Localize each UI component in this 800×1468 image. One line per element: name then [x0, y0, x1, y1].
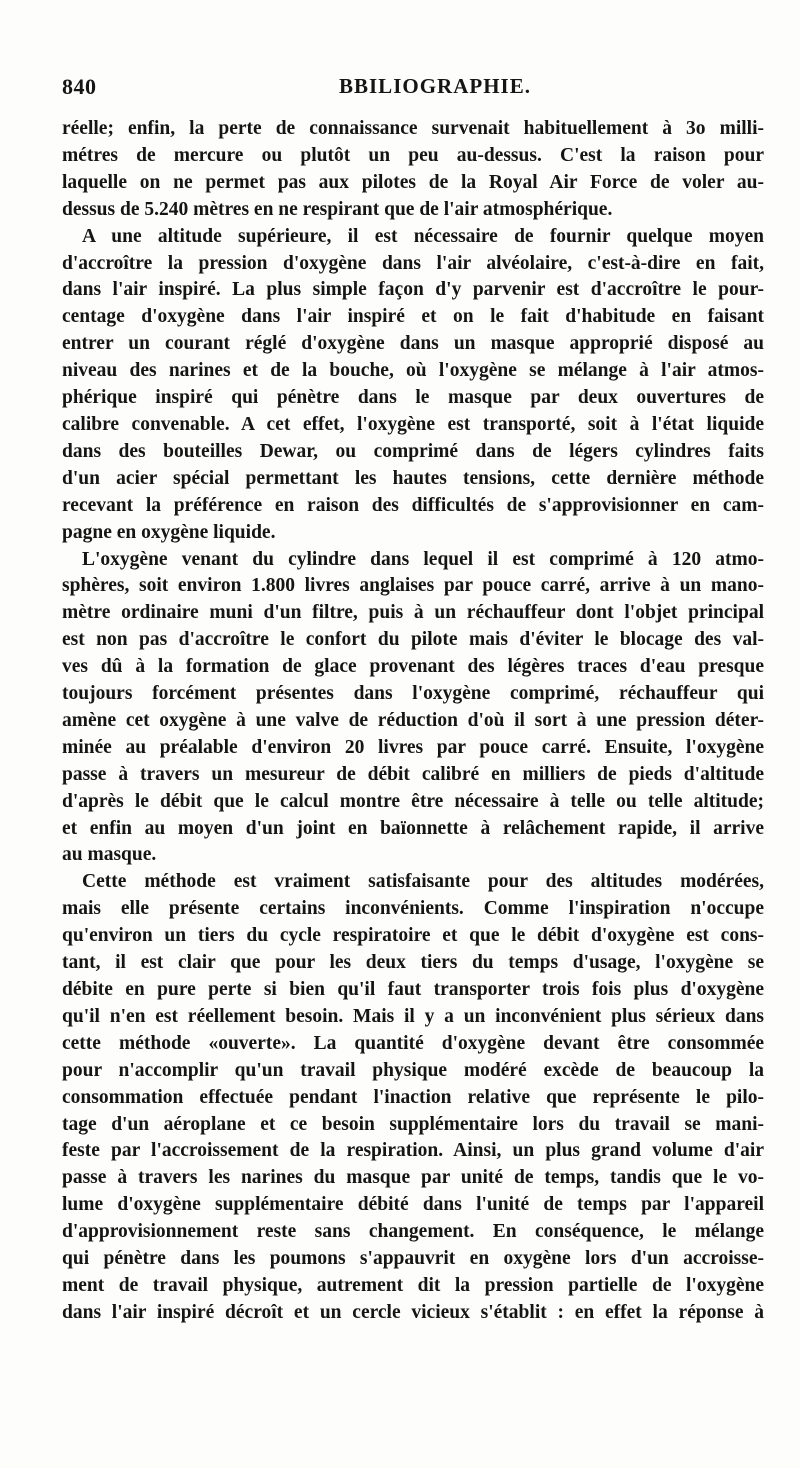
text-line: minée au préalable d'environ 20 livres par pouce carré. Ensuite, l'oxygène: [62, 736, 764, 758]
text-line: passe à travers un mesureur de débit calibré en milliers de pieds d'altitude: [62, 763, 764, 785]
text-line: métres de mercure ou plutôt un peu au-dessus. C'est la raison pour: [62, 144, 764, 166]
text-line: est non pas d'accroître le confort du pilote mais d'éviter le blocage des val-: [62, 629, 764, 651]
text-line: qu'environ un tiers du cycle respiratoire et que le débit d'oxygène est cons-: [62, 925, 764, 947]
text-line: ment de travail physique, autrement dit la pression partielle de l'oxygène: [62, 1274, 764, 1296]
text-line: entrer un courant réglé d'oxygène dans un masque approprié disposé au: [62, 333, 764, 355]
paragraph-3: [62, 547, 764, 870]
paragraph-2: [62, 224, 764, 547]
text-line: dans l'air inspiré décroît et un cercle vicieux s'établit : en effet la réponse à: [62, 1301, 764, 1323]
text-line: d'après le débit que le calcul montre être nécessaire à telle ou telle altitude;: [62, 790, 764, 812]
running-title: BBILIOGRAPHIE.: [339, 74, 531, 98]
text-line: d'accroître la pression d'oxygène dans l'air alvéolaire, c'est-à-dire en fait,: [62, 252, 764, 274]
paragraph-1: [62, 116, 764, 224]
text-line: mais elle présente certains inconvénients. Comme l'inspiration n'occupe: [62, 898, 764, 920]
text-line: consommation effectuée pendant l'inaction relative que représente le pilo-: [62, 1086, 764, 1108]
text-line: passe à travers les narines du masque par unité de temps, tandis que le vo-: [62, 1167, 764, 1189]
text-line: d'approvisionnement reste sans changement. En conséquence, le mélange: [62, 1221, 764, 1243]
text-line: pagne en oxygène liquide.: [62, 521, 276, 543]
text-line: phérique inspiré qui pénètre dans le masque par deux ouvertures de: [62, 387, 764, 409]
text-line: feste par l'accroissement de la respiration. Ainsi, un plus grand volume d'air: [62, 1140, 764, 1162]
text-line: amène cet oxygène à une valve de réduction d'où il sort à une pression déter-: [62, 709, 764, 731]
text-line: recevant la préférence en raison des difficultés de s'approvisionner en cam-: [62, 494, 764, 516]
text-line: laquelle on ne permet pas aux pilotes de la Royal Air Force de voler au-: [62, 171, 764, 193]
text-line: mètre ordinaire muni d'un filtre, puis à un réchauffeur dont l'objet principal: [62, 602, 764, 624]
text-line: réelle; enfin, la perte de connaissance survenait habituellement à 3o milli-: [62, 118, 764, 139]
text-line: toujours forcément présentes dans l'oxygène comprimé, réchauffeur qui: [62, 683, 764, 705]
text-line: qui pénètre dans les poumons s'appauvrit en oxygène lors d'un accroisse-: [62, 1248, 764, 1270]
text-line: ves dû à la formation de glace provenant des légères traces d'eau presque: [62, 656, 764, 678]
text-line: pour n'accomplir qu'un travail physique modéré excède de beaucoup la: [62, 1059, 764, 1081]
text-line: dessus de 5.240 mètres en ne respirant que de l'air atmosphérique.: [62, 198, 613, 220]
text-line: débite en pure perte si bien qu'il faut transporter trois fois plus d'oxygène: [62, 979, 764, 1000]
text-line: L'oxygène venant du cylindre dans lequel il est comprimé à 120 atmo-: [82, 548, 764, 570]
text-line: tage d'un aéroplane et ce besoin supplémentaire lors du travail se mani-: [62, 1113, 764, 1135]
text-line: sphères, soit environ 1.800 livres anglaises par pouce carré, arrive à un mano-: [62, 575, 764, 597]
text-line: calibre convenable. A cet effet, l'oxygène est transporté, soit à l'état liquide: [62, 413, 764, 435]
text-line: tant, il est clair que pour les deux tiers du temps d'usage, l'oxygène se: [62, 952, 764, 974]
body-text: [62, 116, 764, 1327]
page-number: 840: [62, 74, 97, 99]
running-head: [62, 74, 764, 104]
text-line: A une altitude supérieure, il est nécessaire de fournir quelque moyen: [82, 225, 764, 247]
paragraph-4: [62, 869, 764, 1326]
text-line: et enfin au moyen d'un joint en baïonnette à relâchement rapide, il arrive: [62, 817, 764, 839]
text-line: d'un acier spécial permettant les hautes tensions, cette dernière méthode: [62, 467, 764, 489]
text-line: dans des bouteilles Dewar, ou comprimé dans de légers cylindres faits: [62, 440, 764, 462]
text-line: niveau des narines et de la bouche, où l'oxygène se mélange à l'air atmos-: [62, 360, 764, 382]
text-line: Cette méthode est vraiment satisfaisante pour des altitudes modérées,: [82, 871, 764, 893]
text-line: lume d'oxygène supplémentaire débité dans l'unité de temps par l'appareil: [62, 1194, 764, 1216]
text-line: dans l'air inspiré. La plus simple façon d'y parvenir est d'accroître le pour-: [62, 279, 764, 301]
text-line: cette méthode «ouverte». La quantité d'oxygène devant être consommée: [62, 1032, 764, 1054]
text-line: au masque.: [62, 844, 157, 866]
text-line: qu'il n'en est réellement besoin. Mais il y a un inconvénient plus sérieux dans: [62, 1005, 764, 1027]
text-line: centage d'oxygène dans l'air inspiré et on le fait d'habitude en faisant: [62, 306, 764, 328]
